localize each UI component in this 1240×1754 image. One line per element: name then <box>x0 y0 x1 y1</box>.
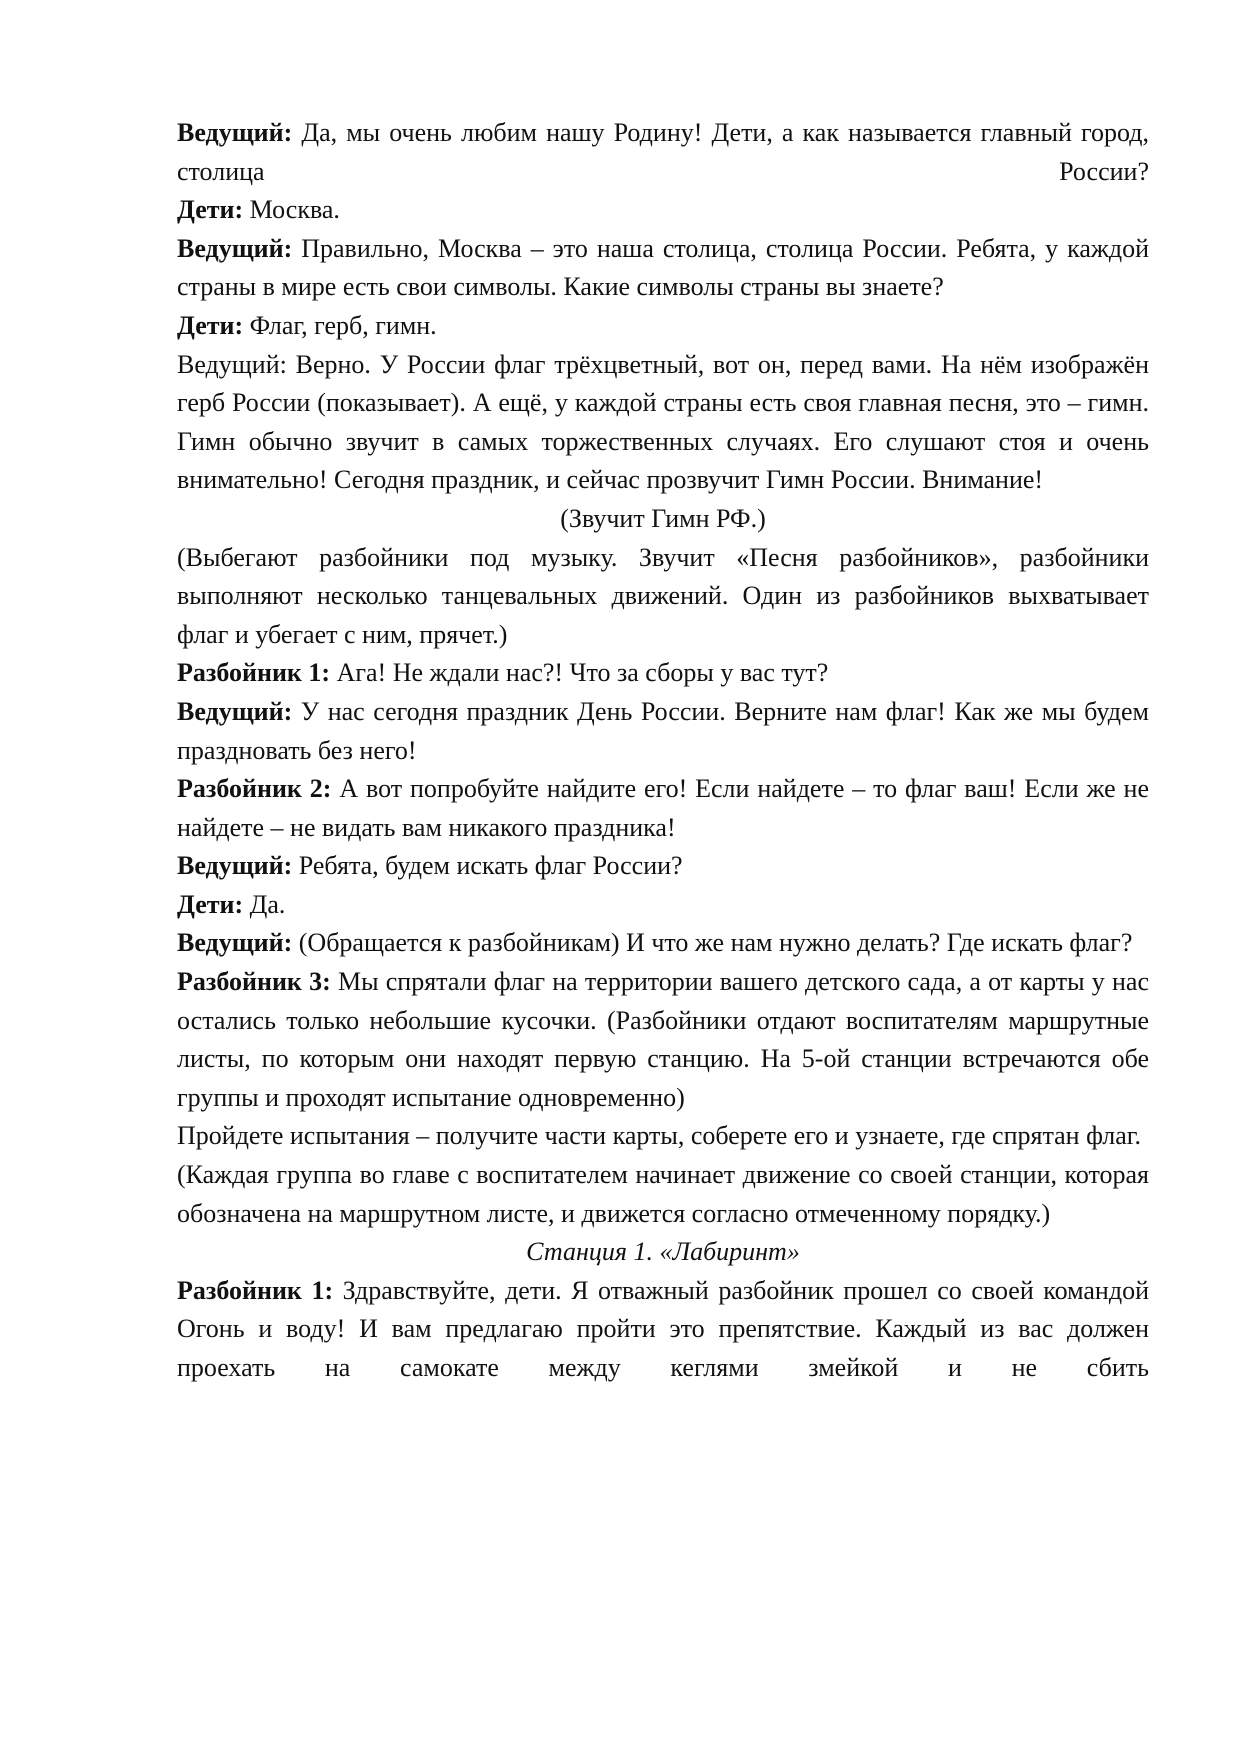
paragraph-host-anthem <box>177 346 1149 500</box>
paragraph-text: Флаг, герб, гимн. <box>243 310 437 340</box>
speaker-label: Ведущий: <box>177 928 293 958</box>
paragraph-host-return-flag <box>177 693 1149 770</box>
speaker-label: Разбойник 2: <box>177 774 332 804</box>
paragraph-children-moscow <box>177 191 1149 230</box>
paragraph-children-flag <box>177 307 1149 346</box>
paragraph-robber-2 <box>177 770 1149 847</box>
heading-text: Станция 1. «Лабиринт» <box>526 1237 800 1267</box>
paragraph-robber-3 <box>177 963 1149 1117</box>
paragraph-text: Да. <box>243 889 286 919</box>
stage-direction-robbers <box>177 539 1149 655</box>
stage-direction-groups <box>177 1156 1149 1233</box>
paragraph-text: (Выбегают разбойники под музыку. Звучит «Песня разбойников», разбойники выполняют несколько танцевальных движений. Один из разбойников выхватывает флаг и убегает с ним, прячет.) <box>177 542 1149 649</box>
stage-direction-anthem <box>177 500 1149 539</box>
speaker-label: Дети: <box>177 310 244 340</box>
paragraph-text: Да, мы очень любим нашу Родину! Дети, а как называется главный город, столица России? <box>177 118 1149 186</box>
paragraph-text: Ага! Не ждали нас?! Что за сборы у вас тут? <box>330 658 829 688</box>
paragraph-text: У нас сегодня праздник День России. Верните нам флаг! Как же мы будем праздновать без него! <box>177 696 1149 765</box>
paragraph-host-search <box>177 847 1149 886</box>
paragraph-text: (Каждая группа во главе с воспитателем начинает движение со своей станции, которая обозначена на маршрутном листе, и движется согласно отмеченному порядку.) <box>177 1160 1149 1228</box>
paragraph-text: Ведущий: Верно. У России флаг трёхцветный, вот он, перед вами. На нём изображён герб России (показывает). А ещё, у каждой страны есть своя главная песня, это – гимн. Гимн обычно звучит в самых торжественных случаях. Его слушают стоя и очень внимательно! Сегодня праздник, и сейчас прозвучит Гимн России. Внимание! <box>177 349 1149 495</box>
speaker-label: Разбойник 1: <box>177 658 331 688</box>
speaker-label: Ведущий: <box>177 696 293 726</box>
paragraph-robber-1 <box>177 654 1149 693</box>
speaker-label: Ведущий: <box>177 233 293 263</box>
paragraph-trials <box>177 1117 1149 1156</box>
speaker-label: Дети: <box>177 195 244 225</box>
paragraph-host-symbols <box>177 230 1149 307</box>
paragraph-host-homeland <box>177 114 1149 191</box>
paragraph-text: (Звучит Гимн РФ.) <box>560 503 766 533</box>
paragraph-text: Здравствуйте, дети. Я отважный разбойник прошел со своей командой Огонь и воду! И вам предлагаю пройти это препятствие. Каждый из вас должен проехать на самокате между кеглями змейкой и не сбить <box>177 1275 1149 1382</box>
paragraph-text: (Обращается к разбойникам) И что же нам нужно делать? Где искать флаг? <box>292 928 1133 958</box>
speaker-label: Ведущий: <box>177 851 293 881</box>
speaker-label: Ведущий: <box>177 118 293 147</box>
paragraph-text: Правильно, Москва – это наша столица, столица России. Ребята, у каждой страны в мире есть свои символы. Какие символы страны вы знаете? <box>177 233 1149 302</box>
paragraph-robber-1-station <box>177 1272 1149 1388</box>
paragraph-text: Ребята, будем искать флаг России? <box>292 851 683 881</box>
speaker-label: Разбойник 3: <box>177 967 331 997</box>
paragraph-text: А вот попробуйте найдите его! Если найдете – то флаг ваш! Если же не найдете – не видать вам никакого праздника! <box>177 774 1149 842</box>
paragraph-children-yes <box>177 886 1149 925</box>
document-body <box>177 114 1149 1388</box>
speaker-label: Разбойник 1: <box>177 1275 334 1305</box>
paragraph-text: Москва. <box>243 195 340 225</box>
paragraph-text: Мы спрятали флаг на территории вашего детского сада, а от карты у нас остались только небольшие кусочки. (Разбойники отдают воспитателям маршрутные листы, по которым они находят первую станцию. На 5-ой станции встречаются обе группы и проходят испытание одновременно) <box>177 967 1149 1112</box>
station-heading <box>177 1233 1149 1272</box>
paragraph-host-where <box>177 924 1149 963</box>
paragraph-text: Пройдете испытания – получите части карты, соберете его и узнаете, где спрятан флаг. <box>177 1121 1142 1151</box>
speaker-label: Дети: <box>177 889 244 919</box>
